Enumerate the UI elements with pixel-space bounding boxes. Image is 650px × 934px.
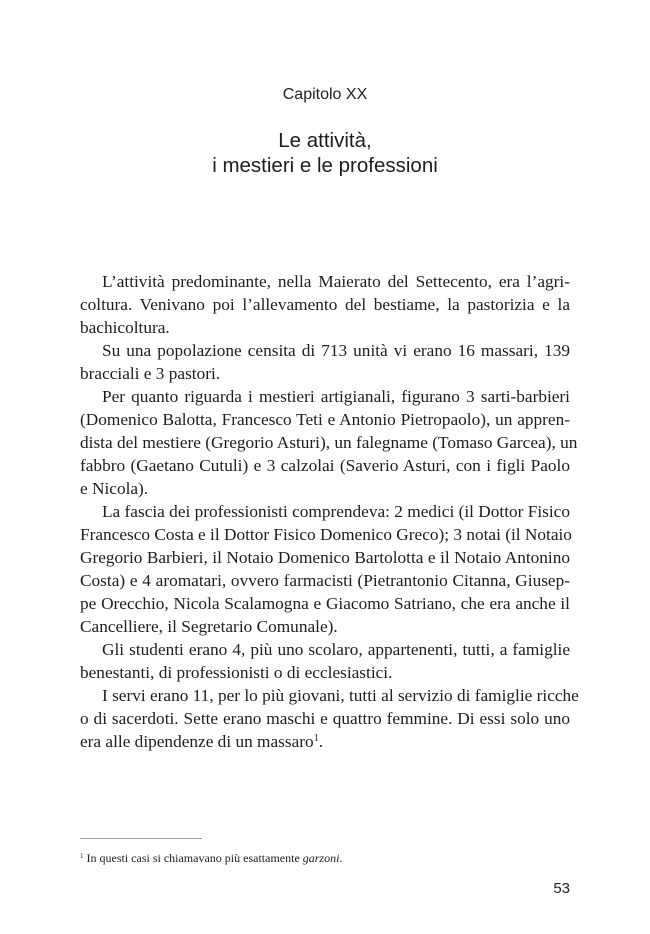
chapter-label: Capitolo XX (282, 86, 368, 103)
footnote-end: . (339, 851, 343, 865)
text-line: coltura. Venivano poi l’allevamento del bestiame, la pastorizia e la (80, 295, 570, 314)
chapter-title-line: Le attività, (278, 129, 372, 152)
footnote (80, 851, 570, 866)
text-line: (Domenico Balotta, Francesco Teti e Antonio Pietropaolo), un appren- (80, 410, 570, 429)
footnote-marker: 1 (80, 852, 84, 860)
text-line: o di sacerdoti. Sette erano maschi e quattro femmine. Di essi solo uno (80, 709, 570, 728)
text-line: Francesco Costa e il Dottor Fisico Domenico Greco); 3 notai (il Notaio (80, 525, 572, 544)
paragraph (80, 684, 579, 753)
text-line: benestanti, di professionisti o di ecclesiastici. (80, 663, 393, 682)
text-line: Gregorio Barbieri, il Notaio Domenico Bartolotta e il Notaio Antonino (80, 548, 570, 567)
paragraph (80, 500, 570, 638)
text-line-content: era alle dipendenze di un massaro (80, 732, 314, 751)
text-line: L’attività predominante, nella Maierato del Settecento, era l’agri- (102, 272, 570, 291)
paragraph (80, 385, 578, 500)
footnote-reference[interactable]: 1 (313, 733, 319, 744)
text-line: I servi erano 11, per lo più giovani, tutti al servizio di famiglie ricche (102, 686, 579, 705)
text-line: Cancelliere, il Segretario Comunale). (80, 617, 338, 636)
footnote-divider (80, 838, 202, 839)
paragraph (80, 270, 570, 339)
paragraph (80, 638, 570, 684)
text-line: bracciali e 3 pastori. (80, 364, 221, 383)
footnote-text: In questi casi si chiamavano più esattamente (86, 851, 300, 865)
chapter-title (0, 128, 650, 178)
chapter-title-line: i mestieri e le professioni (212, 154, 438, 177)
text-line: La fascia dei professionisti comprendeva: 2 medici (il Dottor Fisico (102, 502, 570, 521)
text-line: pe Orecchio, Nicola Scalamogna e Giacomo Satriano, che era anche il (80, 594, 570, 613)
text-line: Gli studenti erano 4, più uno scolaro, appartenenti, tutti, a famiglie (102, 640, 570, 659)
text-line: Su una popolazione censita di 713 unità vi erano 16 massari, 139 (102, 341, 570, 360)
text-line: e Nicola). (80, 479, 149, 498)
page-number: 53 (553, 880, 570, 897)
text-line: dista del mestiere (Gregorio Asturi), un falegname (Tomaso Garcea), un (80, 433, 578, 452)
paragraph (80, 339, 570, 385)
text-line: era alle dipendenze di un massaro$^1$. (80, 732, 324, 751)
text-line: bachicoltura. (80, 318, 170, 337)
text-line: fabbro (Gaetano Cutuli) e 3 calzolai (Saverio Asturi, con i figli Paolo (80, 456, 570, 475)
body-text (80, 270, 579, 753)
text-line: Per quanto riguarda i mestieri artigianali, figurano 3 sarti-barbieri (102, 387, 570, 406)
text-line: Costa) e 4 aromatari, ovvero farmacisti (Pietrantonio Citanna, Giusep- (80, 571, 570, 590)
footnote-italic-term: garzoni (302, 851, 340, 865)
